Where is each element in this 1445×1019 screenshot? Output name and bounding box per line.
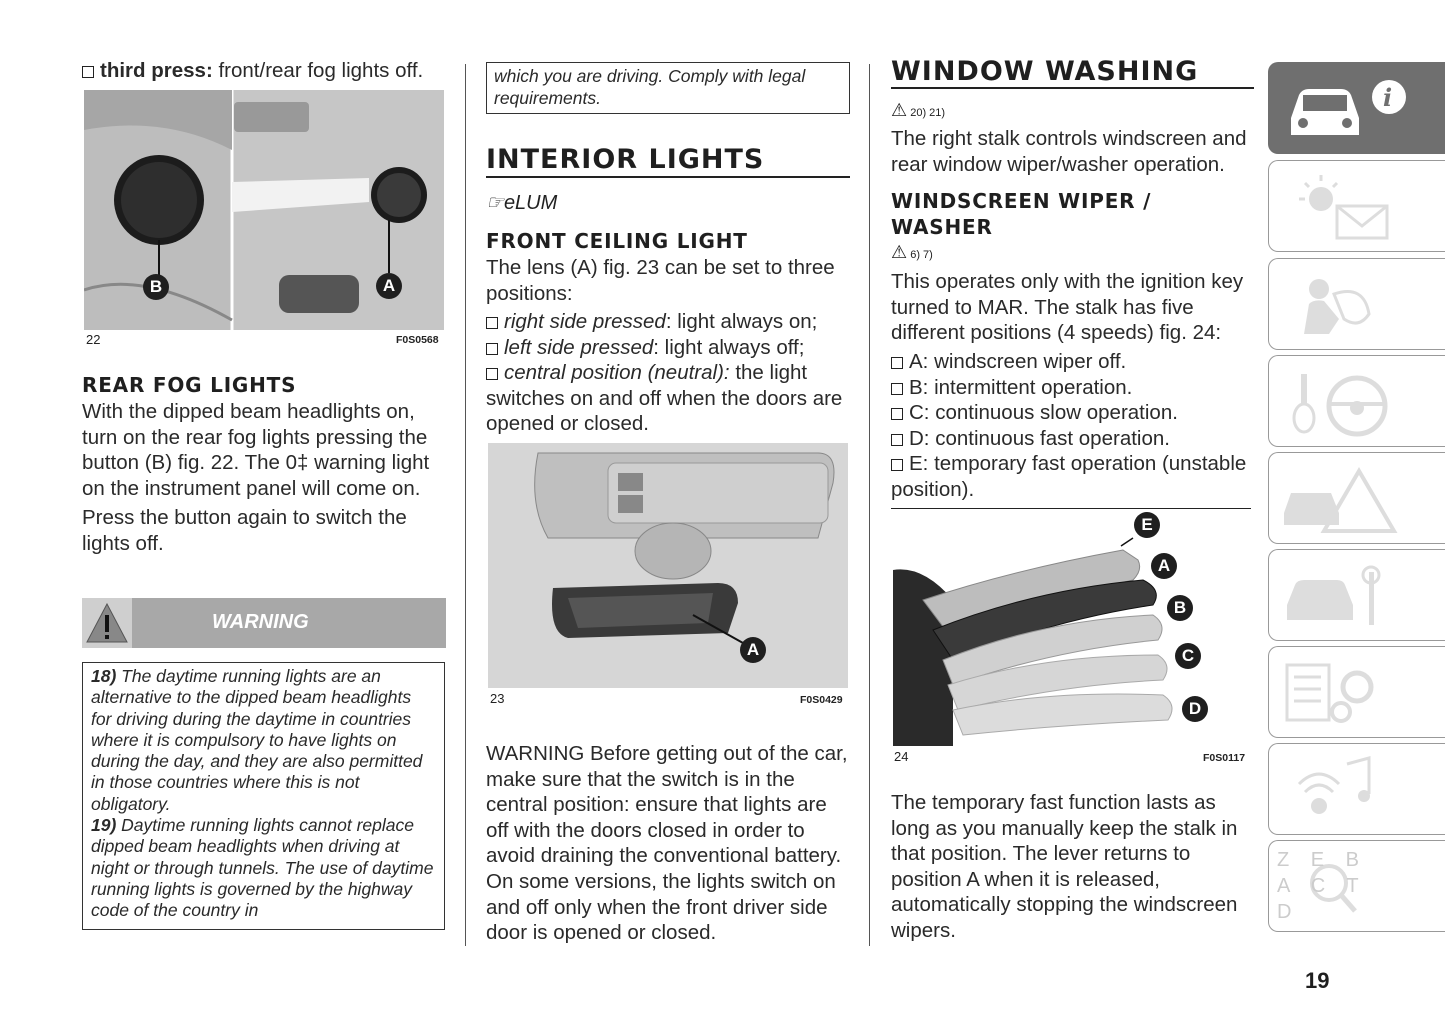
front-ceiling-heading: FRONT CEILING LIGHT [486,229,748,253]
tab-technical-data[interactable] [1268,646,1445,738]
option-right-side: right side pressed: light always on; [486,309,850,335]
position-d: D: continuous fast operation. [891,426,1255,452]
page-number: 19 [1305,968,1330,993]
positions-list [891,349,1255,503]
rear-fog-paragraph-1: With the dipped beam headlights on, turn on the rear fog lights pressing the button (B) fig. 22. The 0‡ warning light on the instrument panel will come on. [82,400,430,500]
elum-badge: ☞eLUM [486,192,558,214]
rear-fog-paragraph-2: Press the button again to switch the lights off. [82,506,407,555]
figure-24-marker-e: E [1134,512,1160,538]
figure-24-code: F0S0117 [1203,752,1246,764]
figure-23-number: 23 [490,691,505,706]
position-a: A: windscreen wiper off. [891,349,1255,375]
multimedia-icon [1269,744,1445,836]
figure-23-code: F0S0429 [800,694,843,706]
tab-multimedia[interactable] [1268,743,1445,835]
warning-paragraph: WARNING Before getting out of the car, make sure that the switch is in the central position: ensure that lights are off with the doors closed in order to avoid draining the conventional battery. On some versions, the lights switch on and off only when the front driver side door is opened or closed. [486,742,848,945]
checkbox-bullet-icon [891,357,903,369]
car-info-icon [1269,63,1445,155]
checkbox-bullet-icon [486,368,498,380]
figure-24-marker-b: B [1167,595,1193,621]
option-central: central position (neutral): the light switches on and off when the doors are opened or closed. [486,361,843,436]
checkbox-bullet-icon [891,408,903,420]
tab-safety[interactable] [1268,258,1445,350]
tab-index[interactable] [1268,840,1445,932]
interior-lights-heading: INTERIOR LIGHTS [486,144,765,175]
window-paragraph: The right stalk controls windscreen and rear window wiper/washer operation. [891,127,1247,176]
window-washing-heading: WINDOW WASHING [891,56,1199,87]
rear-fog-warning-icon: 0‡ [285,451,309,475]
position-c: C: continuous slow operation. [891,400,1255,426]
figure-23 [488,443,848,688]
checkbox-bullet-icon [486,317,498,329]
svg-text:i: i [1383,83,1393,112]
tab-lights-messages[interactable] [1268,160,1445,252]
caution-triangle-icon: ⚠ [891,100,908,120]
rear-fog-heading: REAR FOG LIGHTS [82,373,297,397]
warning-triangle-icon [82,598,132,648]
safety-airbag-icon [1269,259,1445,351]
lens-paragraph: The lens (A) fig. 23 can be set to three positions: [486,256,835,305]
warning-bar [82,598,446,648]
checkbox-bullet-icon [891,459,903,471]
column-separator-1 [465,64,466,946]
figure-23-illustration [488,443,848,688]
figure-22-code: F0S0568 [396,334,439,346]
pointing-hand-icon: ☞ [486,192,504,214]
figure-24 [893,510,1251,746]
position-b: B: intermittent operation. [891,375,1255,401]
note-19: 19) Daytime running lights cannot replace dipped beam headlights when driving at night or through tunnels. The use of daytime running lights is governed by the highway code of the country in [91,815,434,921]
column-separator-2 [869,64,870,946]
figure-23-marker-a: A [740,637,766,663]
figure-24-number: 24 [894,749,909,764]
continued-note-box: which you are driving. Comply with legal requirements. [486,62,850,114]
figure-24-marker-d: D [1182,696,1208,722]
caution-triangle-icon: ⚠ [891,242,908,262]
figure-22-marker-b: B [143,274,169,300]
third-press-line: third press: front/rear fog lights off. [82,58,452,84]
checkbox-bullet-icon [891,383,903,395]
wiper-paragraph: This operates only with the ignition key turned to MAR. The stalk has five different positions (4 speeds) fig. 24: [891,270,1244,345]
maintenance-icon [1269,550,1445,642]
window-refs: ⚠ 20) 21) [891,100,946,120]
lights-messages-icon [1269,161,1445,253]
wiper-heading: WINDSCREEN WIPER / WASHER [891,189,1152,239]
technical-data-icon [1269,647,1445,739]
tab-key-steering[interactable] [1268,355,1445,447]
window-washing-rule [891,87,1254,89]
figure-24-marker-c: C [1175,643,1201,669]
index-letters: Z E B A C T D [1277,849,1368,923]
warning-title: WARNING [212,611,309,633]
checkbox-bullet-icon [891,434,903,446]
temporary-fast-paragraph: The temporary fast function lasts as long as you manually keep the stalk in that position. The lever returns to position A when it is released, automatically stopping the windscreen wipers. [891,791,1238,942]
warning-icon-box [82,598,132,648]
checkbox-bullet-icon [486,343,498,355]
figure-24-top-rule [891,508,1251,509]
interior-lights-rule [486,176,850,178]
note-18: 18) The daytime running lights are an alternative to the dipped beam headlights for driving during the daytime in countries where it is compulsory to have lights on during the day, and they are also permitted in those countries where this is not obligatory. [91,666,423,814]
tab-maintenance[interactable] [1268,549,1445,641]
tab-emergency[interactable] [1268,452,1445,544]
key-steering-icon [1269,356,1445,448]
figure-22-number: 22 [86,332,101,347]
emergency-icon [1269,453,1445,545]
option-left-side: left side pressed: light always off; [486,335,850,361]
wiper-refs: ⚠ 6) 7) [891,242,933,262]
option-list [486,309,850,437]
figure-22-marker-a: A [376,273,402,299]
checkbox-bullet-icon [82,66,94,78]
position-e: E: temporary fast operation (unstable position). [891,452,1247,501]
tab-car-info[interactable] [1268,62,1445,154]
figure-22 [84,90,444,330]
warning-notes-box [82,662,445,930]
figure-24-marker-a: A [1151,553,1177,579]
